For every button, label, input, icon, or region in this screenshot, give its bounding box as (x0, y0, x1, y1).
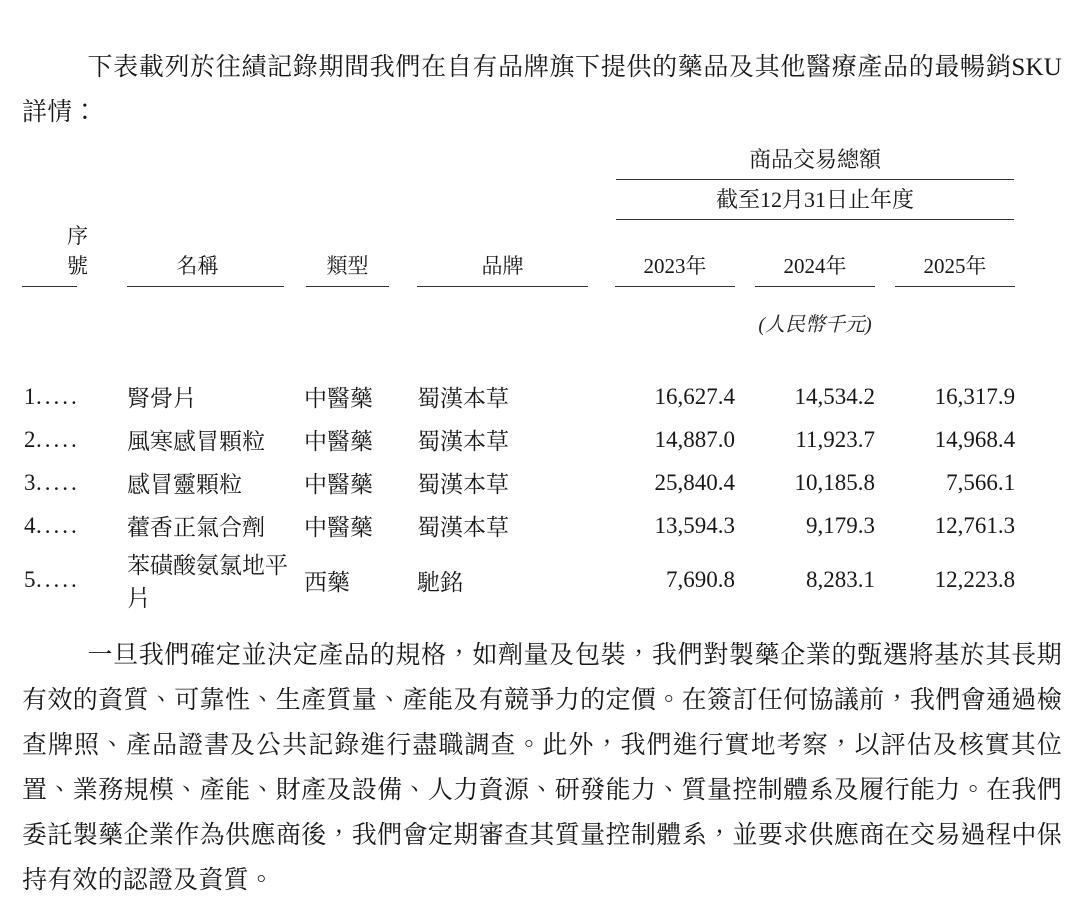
cell-gap-1 (740, 547, 750, 613)
cell-product-brand: 蜀漢本草 (417, 472, 509, 497)
period-header-row (0, 180, 1080, 219)
cell-index (0, 418, 95, 461)
cell-gmv-2024: 14,534.2 (794, 383, 875, 409)
cell-product-name: 感冒靈顆粒 (127, 472, 242, 497)
period-header-spacer (0, 180, 610, 219)
row-index-number: 4 (24, 512, 36, 538)
cell-gap-1 (740, 375, 750, 418)
group-header-row (0, 140, 1080, 179)
cell-gap-2 (880, 375, 890, 418)
cell-product-type: 中醫藥 (304, 386, 373, 411)
currency-note-spacer (0, 287, 610, 337)
header-body-spacer-row (0, 337, 1080, 375)
column-header-right-margin (1020, 220, 1080, 286)
cell-row-right-margin (1020, 547, 1080, 613)
cell-gmv-2023: 13,594.3 (654, 512, 735, 538)
column-header-type: 類型 (326, 254, 369, 278)
row-index-leader: ..... (36, 512, 80, 538)
table-row (0, 418, 1080, 461)
sku-table-container (0, 140, 1080, 613)
cell-row-right-margin (1020, 461, 1080, 504)
column-header-year-2023: 2023年 (643, 254, 707, 278)
cell-gmv-2023: 14,887.0 (654, 426, 735, 452)
intro-paragraph-text: 下表載列於往績記錄期間我們在自有品牌旗下提供的藥品及其他醫療產品的最暢銷SKU詳情： (22, 54, 1062, 126)
cell-gap-1 (740, 418, 750, 461)
cell-index (0, 547, 95, 613)
cell-gmv-2024: 10,185.8 (794, 469, 875, 495)
cell-product-type: 中醫藥 (304, 515, 373, 540)
cell-product-type: 西藥 (304, 569, 350, 595)
gmv-group-header: 商品交易總額 (749, 147, 882, 172)
group-header-spacer (0, 140, 610, 179)
cell-gmv-2025: 14,968.4 (934, 426, 1016, 452)
period-header-right-margin (1020, 180, 1080, 219)
cell-row-right-margin (1020, 504, 1080, 547)
group-header-right-margin (1020, 140, 1080, 179)
cell-gap-1 (740, 461, 750, 504)
cell-gap-2 (880, 418, 890, 461)
currency-note-right-margin (1020, 287, 1080, 337)
cell-gap-2 (880, 504, 890, 547)
cell-gmv-2025: 16,317.9 (934, 383, 1016, 409)
sku-table-head (0, 140, 1080, 375)
cell-gmv-2024: 9,179.3 (806, 512, 875, 538)
cell-gmv-2025: 12,223.8 (934, 567, 1016, 592)
cell-gap-1 (740, 504, 750, 547)
column-header-year-2025: 2025年 (923, 254, 987, 278)
column-header-year-2024: 2024年 (783, 254, 847, 278)
cell-gmv-2025: 7,566.1 (946, 469, 1016, 495)
header-body-spacer (0, 337, 1080, 375)
column-header-index: 序號 (67, 224, 88, 278)
cell-gmv-2024: 11,923.7 (795, 426, 875, 452)
cell-product-brand: 蜀漢本草 (417, 515, 509, 540)
cell-product-name: 腎骨片 (127, 386, 196, 411)
column-header-gap-2 (880, 220, 890, 286)
row-index-number: 2 (24, 426, 36, 452)
cell-product-brand: 蜀漢本草 (417, 386, 509, 411)
cell-gmv-2023: 16,627.4 (654, 383, 735, 409)
row-index-leader: ..... (36, 383, 80, 409)
cell-gmv-2025: 12,761.3 (934, 512, 1016, 538)
closing-paragraph (22, 633, 1062, 903)
row-index-number: 3 (24, 469, 36, 495)
cell-product-name: 苯磺酸氨氯地平片 (127, 553, 288, 611)
closing-paragraph-text: 一旦我們確定並決定產品的規格，如劑量及包裝，我們對製藥企業的甄選將基於其長期有效的資質、可靠性、生產質量、產能及有競爭力的定價。在簽訂任何協議前，我們會通過檢查牌照、產品證書及公共記錄進行盡職調查。此外，我們進行實地考察，以評估及核實其位置、業務規模、產能、財產及設備、人力資源、研發能力、質量控制體系及履行能力。在我們委託製藥企業作為供應商後，我們會定期審查其質量控制體系，並要求供應商在交易過程中保持有效的認證及資質。 (22, 642, 1062, 894)
row-index-leader: ..... (36, 567, 80, 592)
column-header-brand: 品牌 (481, 254, 524, 278)
table-row (0, 504, 1080, 547)
table-row (0, 375, 1080, 418)
column-header-gap-1 (740, 220, 750, 286)
cell-row-right-margin (1020, 418, 1080, 461)
sku-table-body (0, 375, 1080, 613)
intro-paragraph (22, 45, 1062, 135)
cell-product-brand: 蜀漢本草 (417, 429, 509, 454)
cell-product-name: 藿香正氣合劑 (127, 515, 265, 540)
row-index-leader: ..... (36, 426, 80, 452)
cell-product-type: 中醫藥 (304, 472, 373, 497)
cell-product-name: 風寒感冒顆粒 (127, 429, 265, 454)
cell-gap-2 (880, 547, 890, 613)
cell-product-brand: 馳銘 (417, 569, 463, 595)
currency-note-row (0, 287, 1080, 337)
cell-gmv-2023: 7,690.8 (666, 567, 735, 592)
cell-gmv-2023: 25,840.4 (654, 469, 735, 495)
cell-gmv-2024: 8,283.1 (806, 567, 875, 592)
table-row (0, 547, 1080, 613)
cell-gap-2 (880, 461, 890, 504)
cell-product-type: 中醫藥 (304, 429, 373, 454)
column-header-name: 名稱 (176, 254, 219, 278)
sku-table (0, 140, 1080, 613)
cell-index (0, 461, 95, 504)
row-index-number: 1 (24, 383, 36, 409)
cell-index (0, 504, 95, 547)
row-index-number: 5 (24, 567, 36, 592)
currency-note: (人民幣千元) (758, 314, 872, 336)
cell-index (0, 375, 95, 418)
column-header-row (0, 220, 1080, 286)
table-row (0, 461, 1080, 504)
row-index-leader: ..... (36, 469, 80, 495)
cell-row-right-margin (1020, 375, 1080, 418)
period-header: 截至12月31日止年度 (716, 187, 915, 212)
